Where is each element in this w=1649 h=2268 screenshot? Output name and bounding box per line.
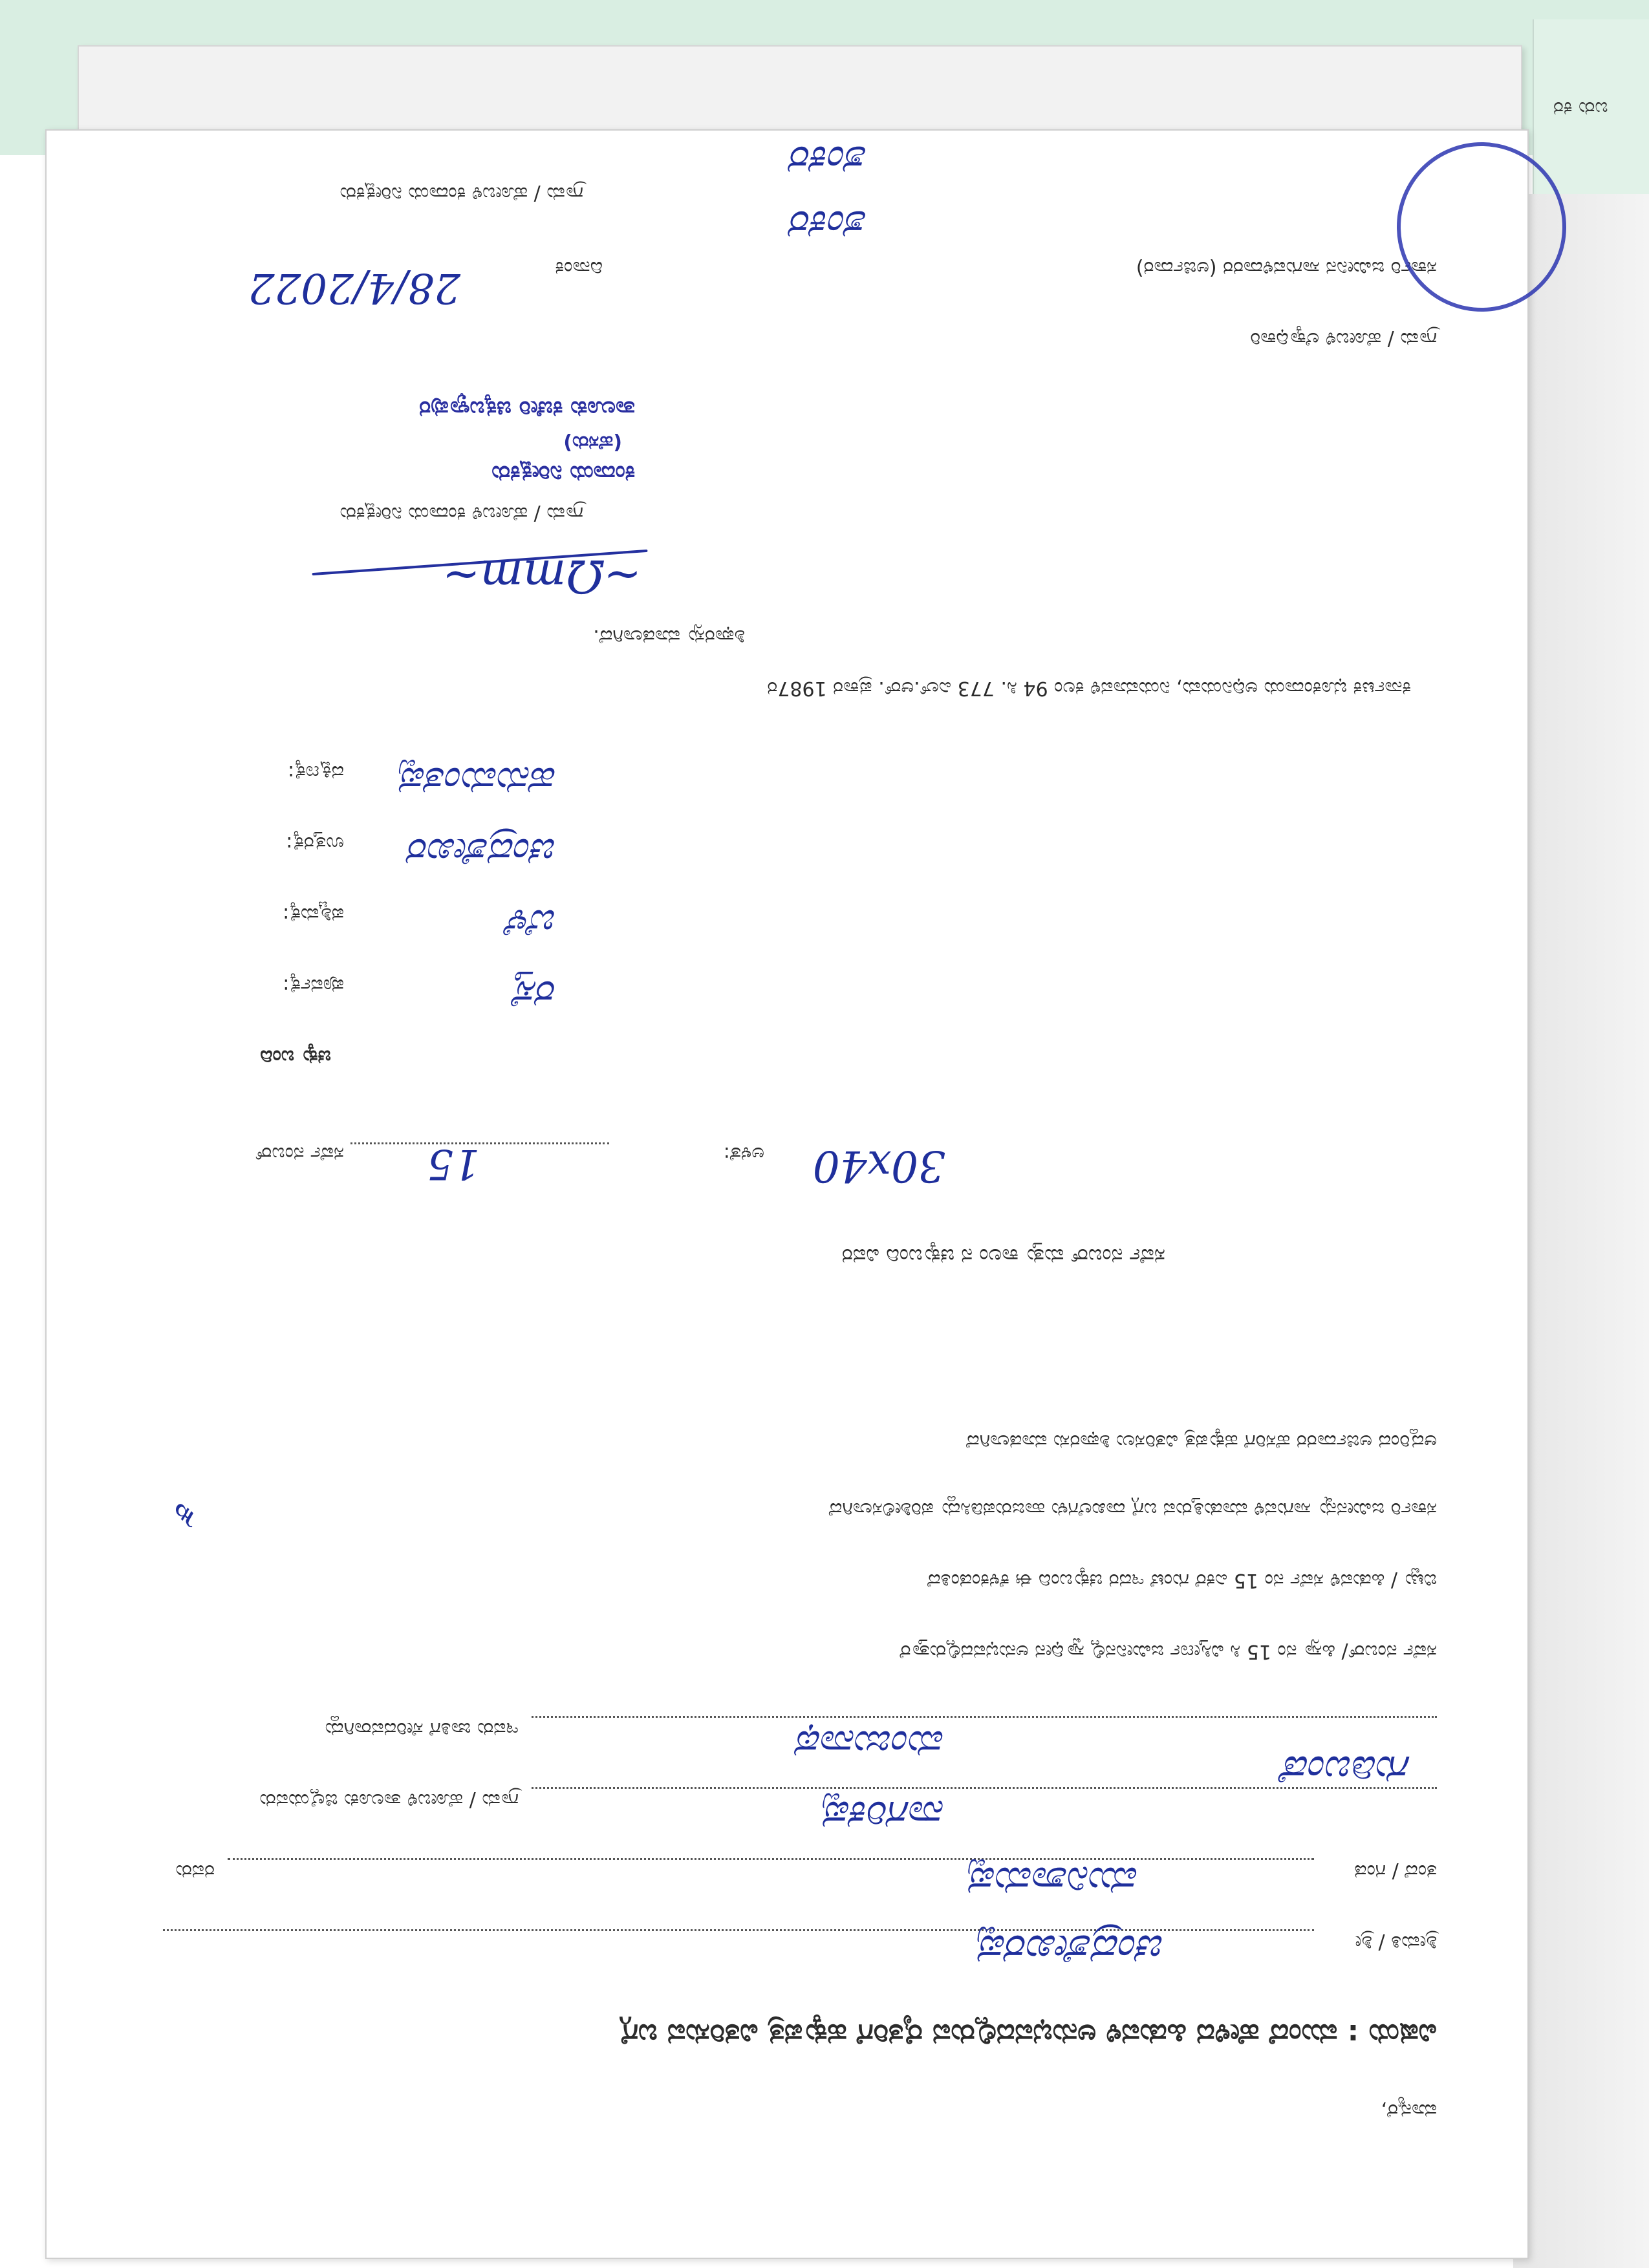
para1: ಸರ್ವೆ ನಂಬರ್/ ಹಿಸ್ಸಾ ನಂ 15 ಸಿ ವಿಸ್ತೀರ್ಣ ಜಮೀನಿನಲ್ಲಿ ಸ್ವಾಧೀನ ಅನುಭವದಲ್ಲಿರುತ್ತಾರೆ xyxy=(900,1640,1437,1663)
south-label: ದಕ್ಷಿಣಕ್ಕೆ: xyxy=(288,761,344,784)
date-label: ದಿನಾಂಕ xyxy=(555,257,603,279)
handwritten-survey-no: 15 xyxy=(427,1140,480,1188)
field-village-label: ಗ್ರಾಮ / ಹೋಬಳಿ ತಾಲೂಕು ಜಿಲ್ಲೆಯವರು xyxy=(259,1789,519,1812)
handwritten-north: ಚಂದ್ರಶೇಖರ xyxy=(409,830,557,874)
officer-signature: ~Ωmm~ xyxy=(442,550,641,603)
para2: ಬಿಟ್ಟು / ಹಿಡುವಳಿ ಸರ್ವೆ ನಂ 15 ಎಕರೆ ಗುಂಟೆ ಇದರ ಚಕ್ಕುಬಂದಿ ಈ ಕೆಳಕಂಡಂತಿದೆ xyxy=(927,1569,1437,1592)
scan-shadow xyxy=(1513,194,1649,2268)
approval-text: ಶಿಫಾರಸ್ಸು ಮಾಡಲಾಗಿದೆ. xyxy=(593,625,745,648)
handwritten-father: ಮುನಿಶಾಮಪ್ಪ xyxy=(969,1858,1139,1903)
field-father-label: ತಂದೆ / ಗಂಡ xyxy=(1354,1860,1437,1883)
north-label: ಉತ್ತರಕ್ಕೆ: xyxy=(286,832,344,855)
sign-title: ಗ್ರಾಮ / ಹೋಬಳಿ ಕಂದಾಯ ನಿರೀಕ್ಷಕರು xyxy=(339,502,583,525)
document-content xyxy=(47,131,1527,2258)
act-line: ಕರ್ನಾಟಕ ಭೂಕಂದಾಯ ಅಧಿನಿಯಮ, ನಿಯಮಾವಳಿ ಕಲಂ 94 ಸಿ. 773 ಎಲ್.ಆರ್. ಪ್ರಕಾರ 1987ರ xyxy=(767,677,1411,700)
west-label: ಪಶ್ಚಿಮಕ್ಕೆ: xyxy=(283,903,344,926)
handwritten-village: ನಾಗರಿಕಪ್ಪ xyxy=(823,1792,945,1837)
handwritten-extent: 30x40 xyxy=(812,1141,945,1191)
east-label: ಪೂರ್ವಕ್ಕೆ: xyxy=(283,974,344,997)
handwritten-south: ಹನುಮಂತಪ್ಪ xyxy=(399,759,557,803)
para3: ಸರ್ಕಾರಿ ಜಮೀನನ್ನು ಸಾಗುವಳಿ ಮಾಡುತ್ತಿರುವ ಬಗ್ಗೆ ದಾಖಲೆಗಳು ಹಾಜರುಪಡಿಸಿದ್ದು ಪರಿಶೀಲಿಸಲಾಗಿದೆ xyxy=(828,1498,1437,1521)
survey-no-label: ಸರ್ವೆ ನಂಬರ್ xyxy=(255,1142,344,1165)
margin-initial-mark: ಕ xyxy=(165,1495,210,1530)
stamp-line-2: (ಹೆಸರು) xyxy=(563,431,622,454)
form-sheet xyxy=(45,129,1529,2259)
stamp-line-3: ತಾಲೂಕು ಕಚೇರಿ ಚಿಕ್ಕಬಳ್ಳಾಪುರ xyxy=(419,396,635,422)
handwritten-west: ಬೆಳೆ xyxy=(508,901,557,945)
stamp-line-1: ಕಂದಾಯ ನಿರೀಕ್ಷಕರು xyxy=(491,460,635,486)
applicant-signature-2: ಶಂಕರ xyxy=(791,137,868,182)
office-title: ಗ್ರಾಮ / ಹೋಬಳಿ ಲೆಕ್ಕಾಧಿಕಾರಿ xyxy=(1250,328,1437,350)
official-seal xyxy=(1397,142,1566,312)
handwritten-name: ಚಂದ್ರಶೇಖರಪ್ಪ xyxy=(978,1926,1165,1973)
para4: ಆದ್ದರಿಂದ ಅರ್ಜಿದಾರರ ಹೆಸರಿಗೆ ಹಕ್ಕುಪತ್ರ ವಿತರಿಸಲು ಶಿಫಾರಸು ಮಾಡಲಾಗಿದೆ xyxy=(966,1430,1437,1453)
applicant-signature-1: ಶಂಕರ xyxy=(791,202,868,247)
salutation: ಮಾನ್ಯರೆ, xyxy=(1381,2099,1437,2122)
field-name-label: ಶ್ರೀಮತಿ / ಶ್ರೀ xyxy=(1355,1931,1437,1954)
handwritten-date: 28/4/2022 xyxy=(248,264,460,312)
field-caste-label: ಇವರು ಜಾತಿಗೆ ಸೇರಿದವರಾಗಿದ್ದು xyxy=(323,1718,519,1740)
bottom-sign-title: ಗ್ರಾಮ / ಹೋಬಳಿ ಕಂದಾಯ ನಿರೀಕ್ಷಕರು xyxy=(339,182,583,205)
handwritten-caste: ಮಂಜುನಾಥ xyxy=(797,1722,945,1766)
form-heading: ವಿಷಯ : ಮುಂದೆ ಹೇಳಿದ ಹಿಡುವಳಿ ಅನುಭವದಲ್ಲಿರುವ ರೈತರಿಗೆ ಹಕ್ಕುಪತ್ರ ವಿತರಿಸುವ ಬಗ್ಗೆ xyxy=(620,2018,1437,2051)
handwritten-east: ರಸ್ತೆ xyxy=(513,972,557,1016)
bottom-label: ಸರ್ಕಾರಿ ಜಮೀನಿನ ಸಾಗುವಳಿದಾರರ (ಅರ್ಜಿದಾರ) xyxy=(1136,257,1437,279)
survey-label: ಸರ್ವೆ ನಂಬರ್ ಮತ್ತು ಕಾಲಂ ನ ಚಕ್ಕುಬಂದಿ ವಿವರ xyxy=(841,1244,1165,1268)
field-father-end: ರವರು xyxy=(175,1860,215,1883)
extent-label: ಅಳತೆ: xyxy=(723,1142,764,1165)
boundaries-title: ಚಕ್ಕು ಬಂದಿ xyxy=(260,1045,331,1068)
edge-fragment-text: ಬರು ಕರ xyxy=(1553,97,1608,120)
handwritten-taluk: ಗುಡಿಬಂಡೆ xyxy=(1283,1747,1411,1792)
